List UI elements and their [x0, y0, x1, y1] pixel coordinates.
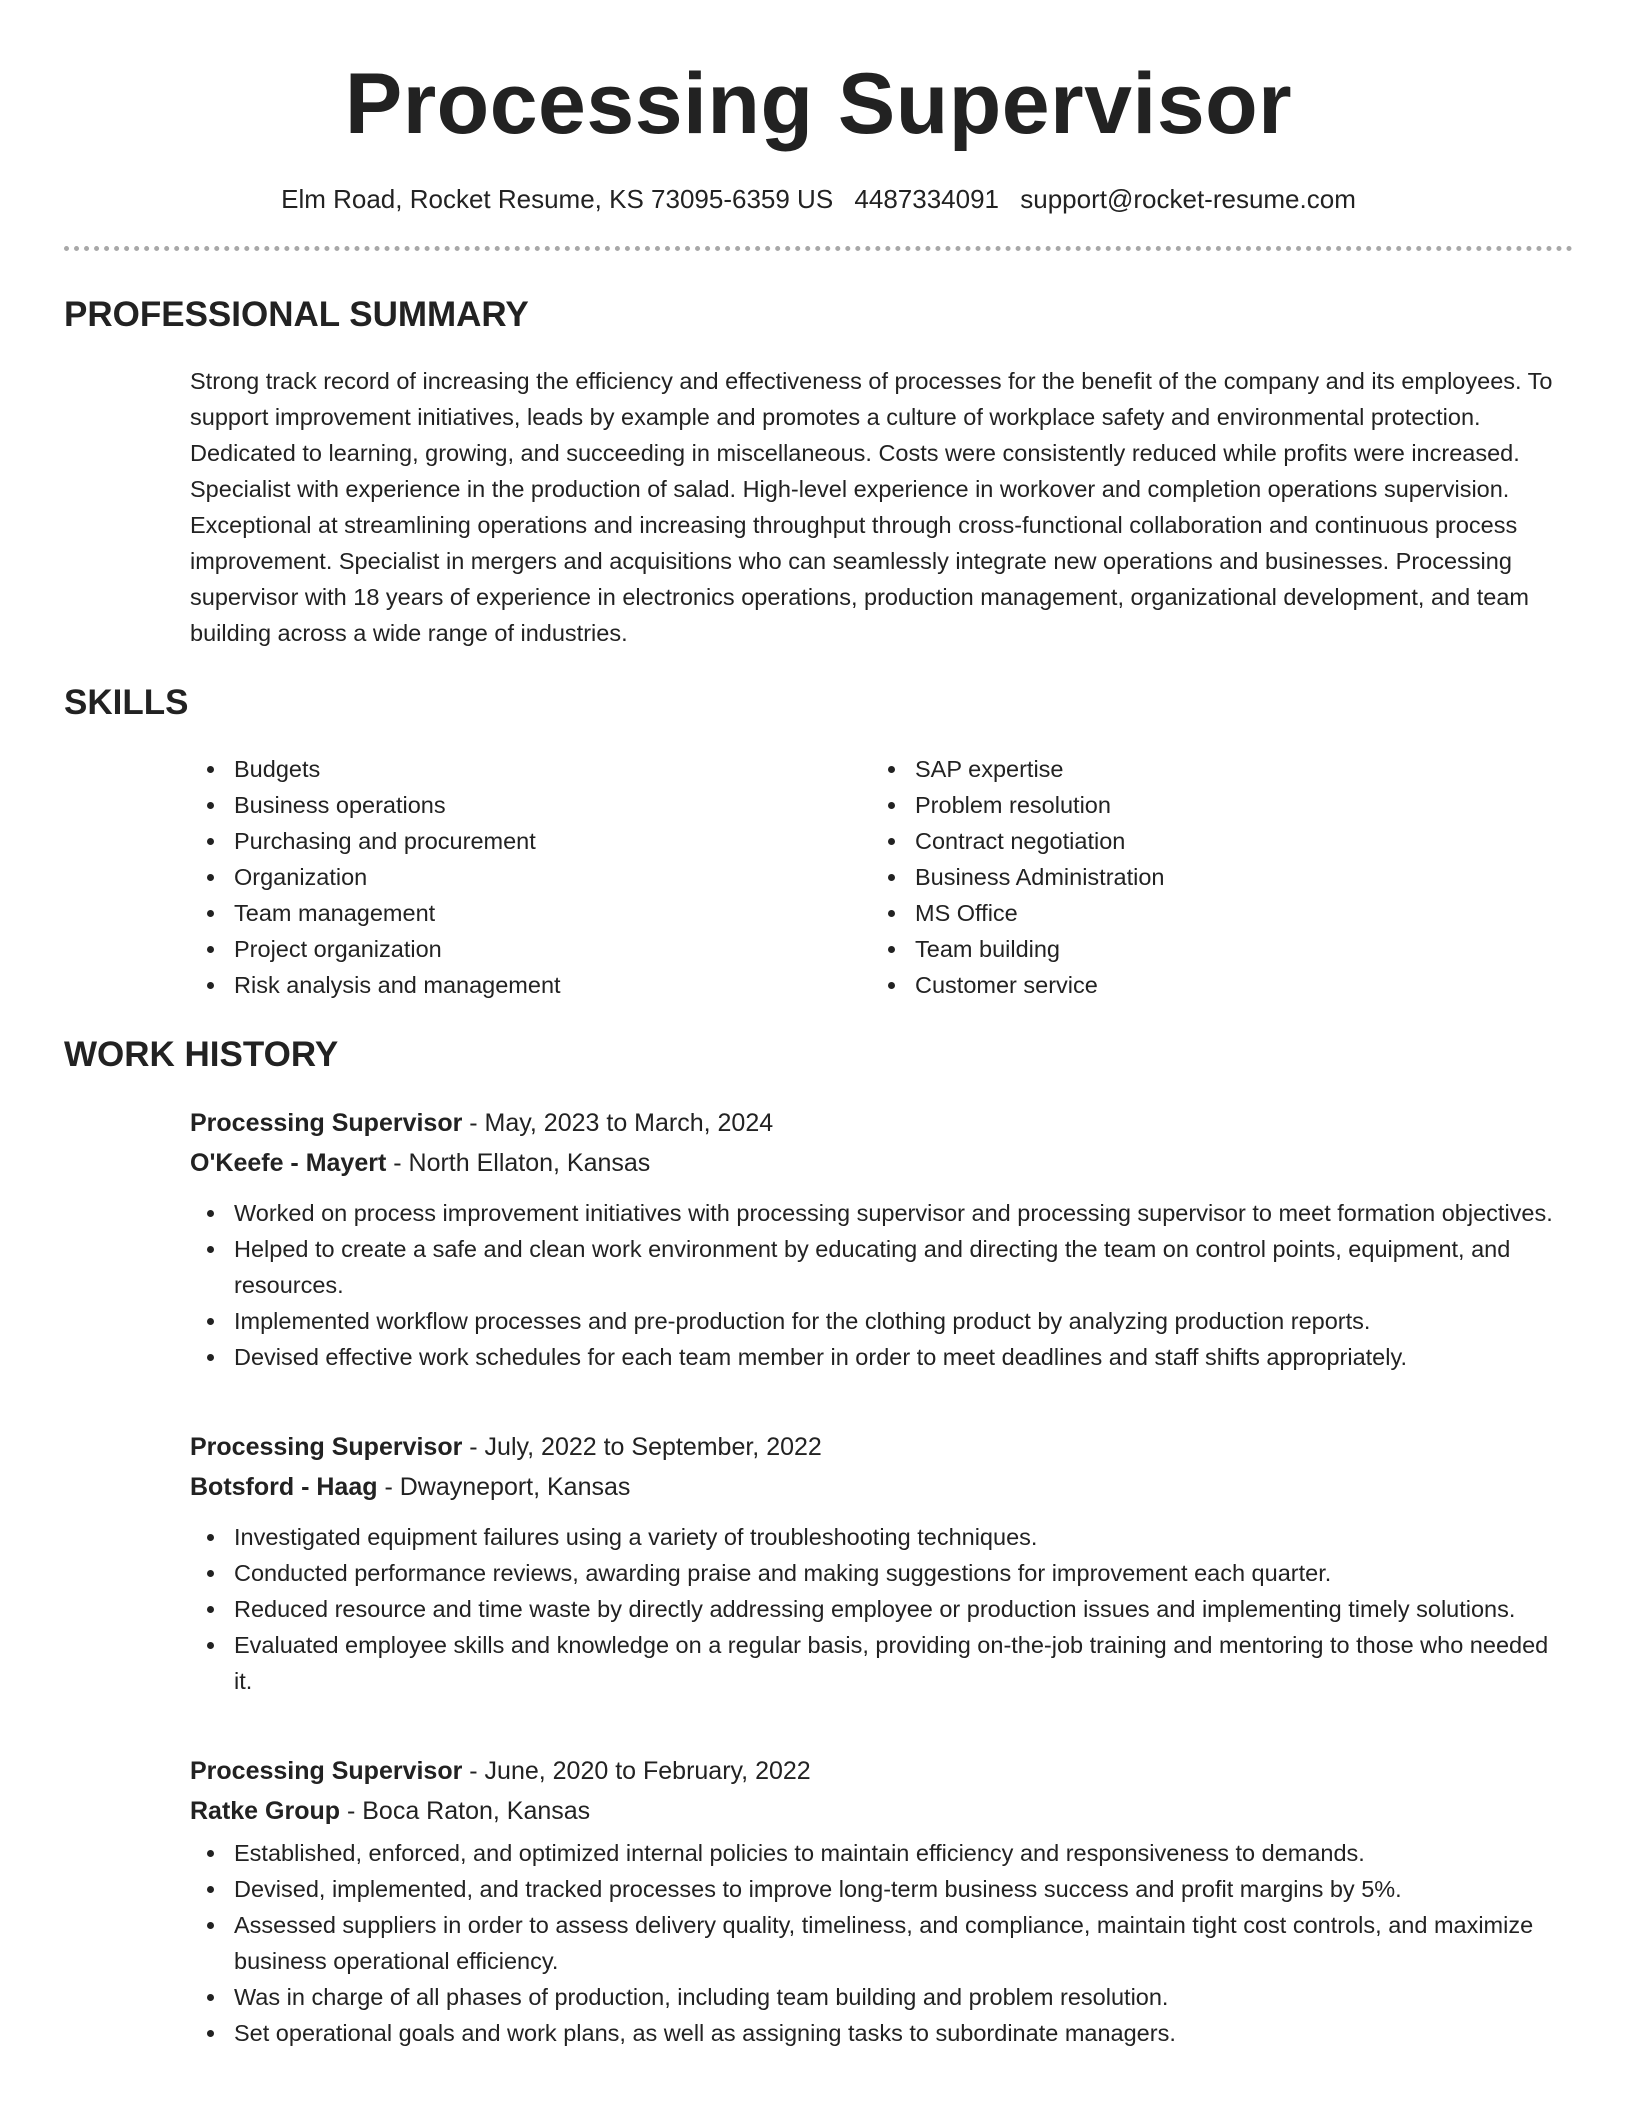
job-dates: - June, 2020 to February, 2022 [462, 1757, 811, 1785]
job-company-line [190, 1791, 1573, 1831]
skill-item: Budgets [190, 751, 871, 787]
summary-text: Strong track record of increasing the efficiency and effectiveness of processes for the benefit of the company and its employees. To support improvement initiatives, leads by example and promotes a culture of workplace safety and environmental protection. Dedicated to learning, growing, and succeeding in miscellaneous. Costs were consistently reduced while profits were increased. Specialist with experience in the production of salad. High-level experience in workover and completion operations supervision. Exceptional at streamlining operations and increasing throughput through cross-functional collaboration and continuous process improvement. Specialist in mergers and acquisitions who can seamlessly integrate new operations and businesses. Processing supervisor with 18 years of experience in electronics operations, production management, organizational development, and team building across a wide range of industries. [190, 368, 1553, 646]
skill-item: Business Administration [871, 859, 1552, 895]
skills-column-right [871, 751, 1552, 1003]
job-company: Ratke Group [190, 1797, 341, 1825]
job-bullet: Investigated equipment failures using a variety of troubleshooting techniques. [190, 1519, 1573, 1555]
skill-item: Project organization [190, 931, 871, 967]
job-role: Processing Supervisor [190, 1433, 463, 1461]
job-bullet: Set operational goals and work plans, as well as assigning tasks to subordinate managers. [190, 2015, 1573, 2051]
job-role: Processing Supervisor [190, 1109, 463, 1137]
contact-email: support@rocket-resume.com [1020, 184, 1356, 214]
job-bullet: Helped to create a safe and clean work environment by educating and directing the team on control points, equipment, and resources. [190, 1231, 1573, 1303]
job-bullet: Reduced resource and time waste by directly addressing employee or production issues and implementing timely solutions. [190, 1591, 1573, 1627]
job-company: Botsford - Haag [190, 1473, 378, 1501]
job-bullet: Devised, implemented, and tracked processes to improve long-term business success and profit margins by 5%. [190, 1871, 1573, 1907]
skill-item: Contract negotiation [871, 823, 1552, 859]
job-bullet: Devised effective work schedules for each team member in order to meet deadlines and staff shifts appropriately. [190, 1339, 1573, 1375]
job-company-line [190, 1467, 1573, 1507]
job-role-line [190, 1751, 1573, 1791]
job-company-line [190, 1143, 1573, 1183]
skill-item: Risk analysis and management [190, 967, 871, 1003]
job-role-line [190, 1103, 1573, 1143]
job-company: O'Keefe - Mayert [190, 1149, 387, 1177]
skill-item: Organization [190, 859, 871, 895]
job-bullet: Conducted performance reviews, awarding praise and making suggestions for improvement each quarter. [190, 1555, 1573, 1591]
job-bullets [190, 1519, 1573, 1699]
job-dates: - May, 2023 to March, 2024 [462, 1109, 774, 1137]
summary-title: PROFESSIONAL SUMMARY [64, 295, 529, 334]
resume-page [64, 0, 1573, 2051]
skills-list-right [871, 751, 1552, 1003]
skill-item: Team management [190, 895, 871, 931]
job-dates: - July, 2022 to September, 2022 [462, 1433, 822, 1461]
job-bullet: Evaluated employee skills and knowledge on a regular basis, providing on-the-job training and mentoring to those who needed it. [190, 1627, 1573, 1699]
skills-title: SKILLS [64, 683, 189, 722]
contact-address: Elm Road, Rocket Resume, KS 73095-6359 US [281, 184, 834, 214]
skill-item: Problem resolution [871, 787, 1552, 823]
skills-list-left [190, 751, 871, 1003]
skills-column-left [190, 751, 871, 1003]
skill-item: SAP expertise [871, 751, 1552, 787]
job-bullets [190, 1835, 1573, 2051]
resume-name: Processing Supervisor [344, 56, 1293, 152]
job-bullet: Was in charge of all phases of production, including team building and problem resolution. [190, 1979, 1573, 2015]
job-location: - North Ellaton, Kansas [386, 1149, 651, 1177]
header-divider [64, 246, 1573, 251]
job-entry [190, 1751, 1573, 2051]
job-role: Processing Supervisor [190, 1757, 463, 1785]
job-bullet: Implemented workflow processes and pre-production for the clothing product by analyzing production reports. [190, 1303, 1573, 1339]
skill-item: Purchasing and procurement [190, 823, 871, 859]
work-history-title: WORK HISTORY [64, 1035, 339, 1074]
job-location: - Boca Raton, Kansas [340, 1797, 591, 1825]
job-bullet: Assessed suppliers in order to assess delivery quality, timeliness, and compliance, maintain tight cost controls, and maximize business operational efficiency. [190, 1907, 1573, 1979]
job-bullets [190, 1195, 1573, 1375]
skill-item: Team building [871, 931, 1552, 967]
job-location: - Dwayneport, Kansas [377, 1473, 631, 1501]
contact-phone: 4487334091 [854, 184, 1000, 214]
job-entry [190, 1427, 1573, 1699]
skills-grid [190, 751, 1573, 1003]
skill-item: Customer service [871, 967, 1552, 1003]
job-bullet: Established, enforced, and optimized internal policies to maintain efficiency and responsiveness to demands. [190, 1835, 1573, 1871]
job-role-line [190, 1427, 1573, 1467]
contact-line [64, 182, 1573, 216]
skill-item: MS Office [871, 895, 1552, 931]
job-bullet: Worked on process improvement initiatives with processing supervisor and processing supervisor to meet formation objectives. [190, 1195, 1573, 1231]
job-entry [190, 1103, 1573, 1375]
skill-item: Business operations [190, 787, 871, 823]
